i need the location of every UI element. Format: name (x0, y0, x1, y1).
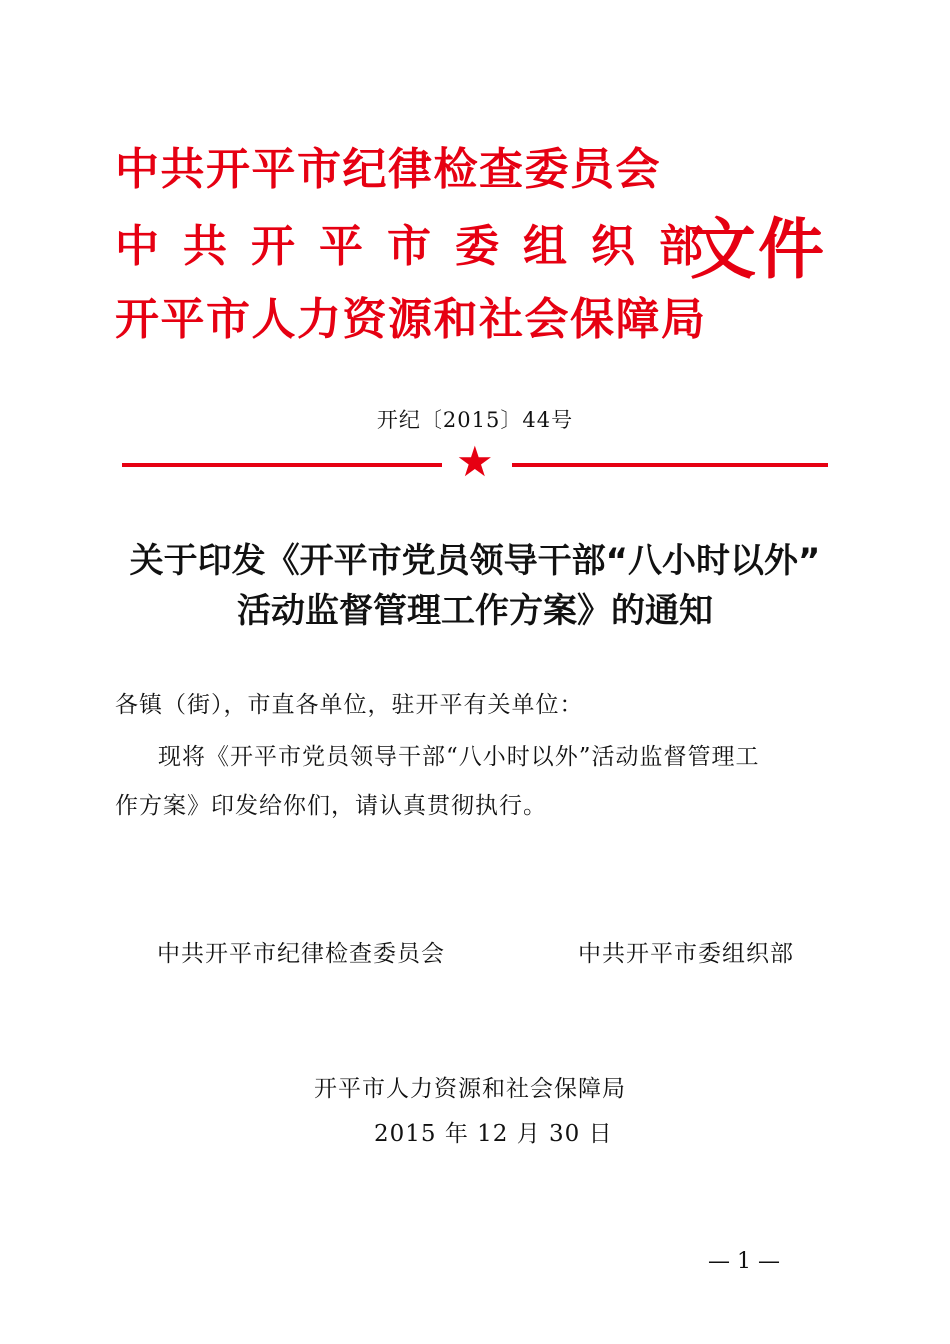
signature-organization-department: 中共开平市委组织部 (578, 941, 794, 967)
issuer-line-3: 开平市人力资源和社会保障局 (115, 294, 707, 345)
red-star-icon: ★ (456, 437, 494, 486)
signature-human-resources-bureau: 开平市人力资源和社会保障局 (314, 1076, 626, 1102)
red-divider-right (512, 463, 828, 467)
red-divider-left (122, 463, 442, 467)
signature-discipline-commission: 中共开平市纪律检查委员会 (157, 941, 445, 967)
salutation: 各镇（街），市直各单位，驻开平有关单位： (115, 692, 584, 718)
document-title-line-2: 活动监督管理工作方案》的通知 (237, 591, 713, 631)
page-number: — 1 — (708, 1249, 780, 1274)
document-title-line-1: 关于印发《开平市党员领导干部“八小时以外” (129, 541, 821, 581)
body-paragraph-line-1: 现将《开平市党员领导干部“八小时以外”活动监督管理工 (158, 744, 760, 770)
signature-date: 2015 年 12 月 30 日 (374, 1121, 613, 1147)
document-number: 开纪〔2015〕44号 (376, 408, 574, 432)
body-paragraph-line-2: 作方案》印发给你们，请认真贯彻执行。 (115, 793, 547, 819)
issuer-line-2: 中共开平市委组织部 (115, 221, 727, 272)
document-type-label: 文件 (690, 210, 826, 288)
issuer-line-1: 中共开平市纪律检查委员会 (115, 144, 661, 195)
